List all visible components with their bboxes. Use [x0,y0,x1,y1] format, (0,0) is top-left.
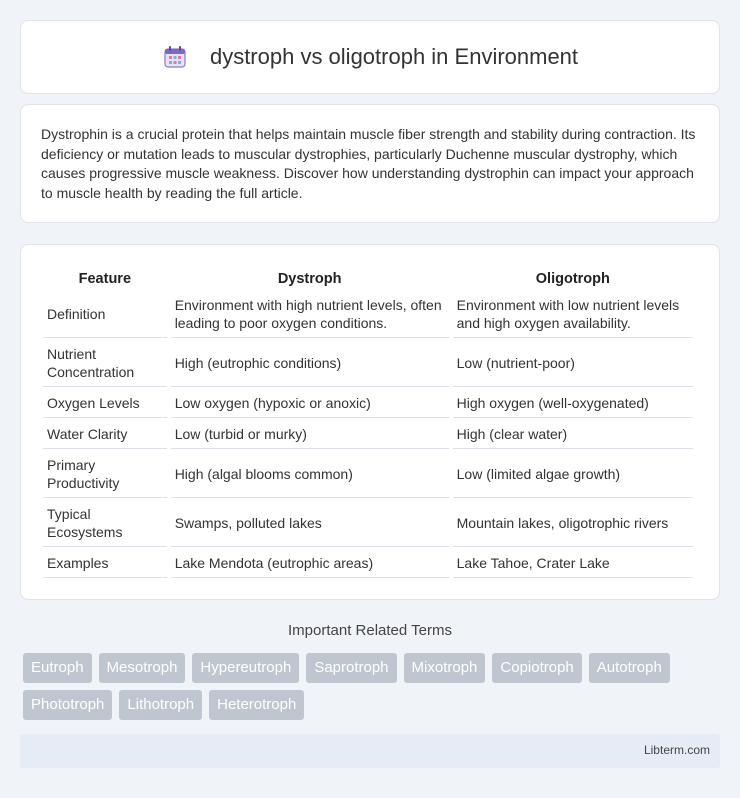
table-row [43,340,693,387]
related-term-tag[interactable]: Heterotroph [209,690,304,720]
related-term-tag[interactable]: Mesotroph [99,653,186,683]
table-cell: Lake Mendota (eutrophic areas) [171,549,449,578]
related-term-tag[interactable]: Autotroph [589,653,670,683]
related-term-tag[interactable]: Mixotroph [404,653,486,683]
table-cell: Oxygen Levels [43,389,167,418]
table-row [43,500,693,547]
table-cell: High oxygen (well-oxygenated) [453,389,693,418]
table-cell: Mountain lakes, oligotrophic rivers [453,500,693,547]
intro-text: Dystrophin is a crucial protein that helps maintain muscle fiber strength and stability during contraction. Its deficiency or mutation leads to muscular dystrophies, particularly Duchenne muscular dystrophy, which causes progressive muscle weakness. Discover how understanding dystrophin can impact your approach to muscle health by reading the full article. [41,126,696,201]
related-term-tag[interactable]: Lithotroph [119,690,202,720]
table-cell: High (eutrophic conditions) [171,340,449,387]
table-row [43,291,693,338]
table-cell: Water Clarity [43,420,167,449]
table-cell: High (algal blooms common) [171,451,449,498]
table-cell: Primary Productivity [43,451,167,498]
table-cell: Swamps, polluted lakes [171,500,449,547]
related-term-tag[interactable]: Hypereutroph [192,653,299,683]
related-term-tag[interactable]: Phototroph [23,690,112,720]
table-cell: Environment with low nutrient levels and high oxygen availability. [453,291,693,338]
header-dystroph: Dystroph [277,271,342,287]
related-terms-title: Important Related Terms [288,622,452,639]
comparison-table [39,265,697,580]
calendar-icon [162,44,188,70]
table-cell: Typical Ecosystems [43,500,167,547]
table-row [43,420,693,449]
table-cell: Low (turbid or murky) [171,420,449,449]
related-term-tag[interactable]: Saprotroph [306,653,396,683]
table-cell: High (clear water) [453,420,693,449]
related-term-tag[interactable]: Copiotroph [492,653,581,683]
title-card [20,20,720,94]
footer [20,734,720,768]
footer-brand-link[interactable]: Libterm.com [643,743,710,757]
table-row [43,451,693,498]
page-title: dystroph vs oligotroph in Environment [209,44,579,69]
table-cell: Low (limited algae growth) [453,451,693,498]
comparison-table-card [20,244,720,600]
intro-card [20,104,720,223]
table-cell: Environment with high nutrient levels, often leading to poor oxygen conditions. [171,291,449,338]
table-cell: Low oxygen (hypoxic or anoxic) [171,389,449,418]
table-row [43,389,693,418]
table-cell: Definition [43,291,167,338]
header-feature: Feature [78,271,132,287]
table-row [43,549,693,578]
table-cell: Examples [43,549,167,578]
table-cell: Low (nutrient-poor) [453,340,693,387]
table-cell: Nutrient Concentration [43,340,167,387]
related-terms-list [23,653,723,720]
related-term-tag[interactable]: Eutroph [23,653,92,683]
table-header-row [43,267,693,289]
header-oligotroph: Oligotroph [535,271,610,287]
table-cell: Lake Tahoe, Crater Lake [453,549,693,578]
